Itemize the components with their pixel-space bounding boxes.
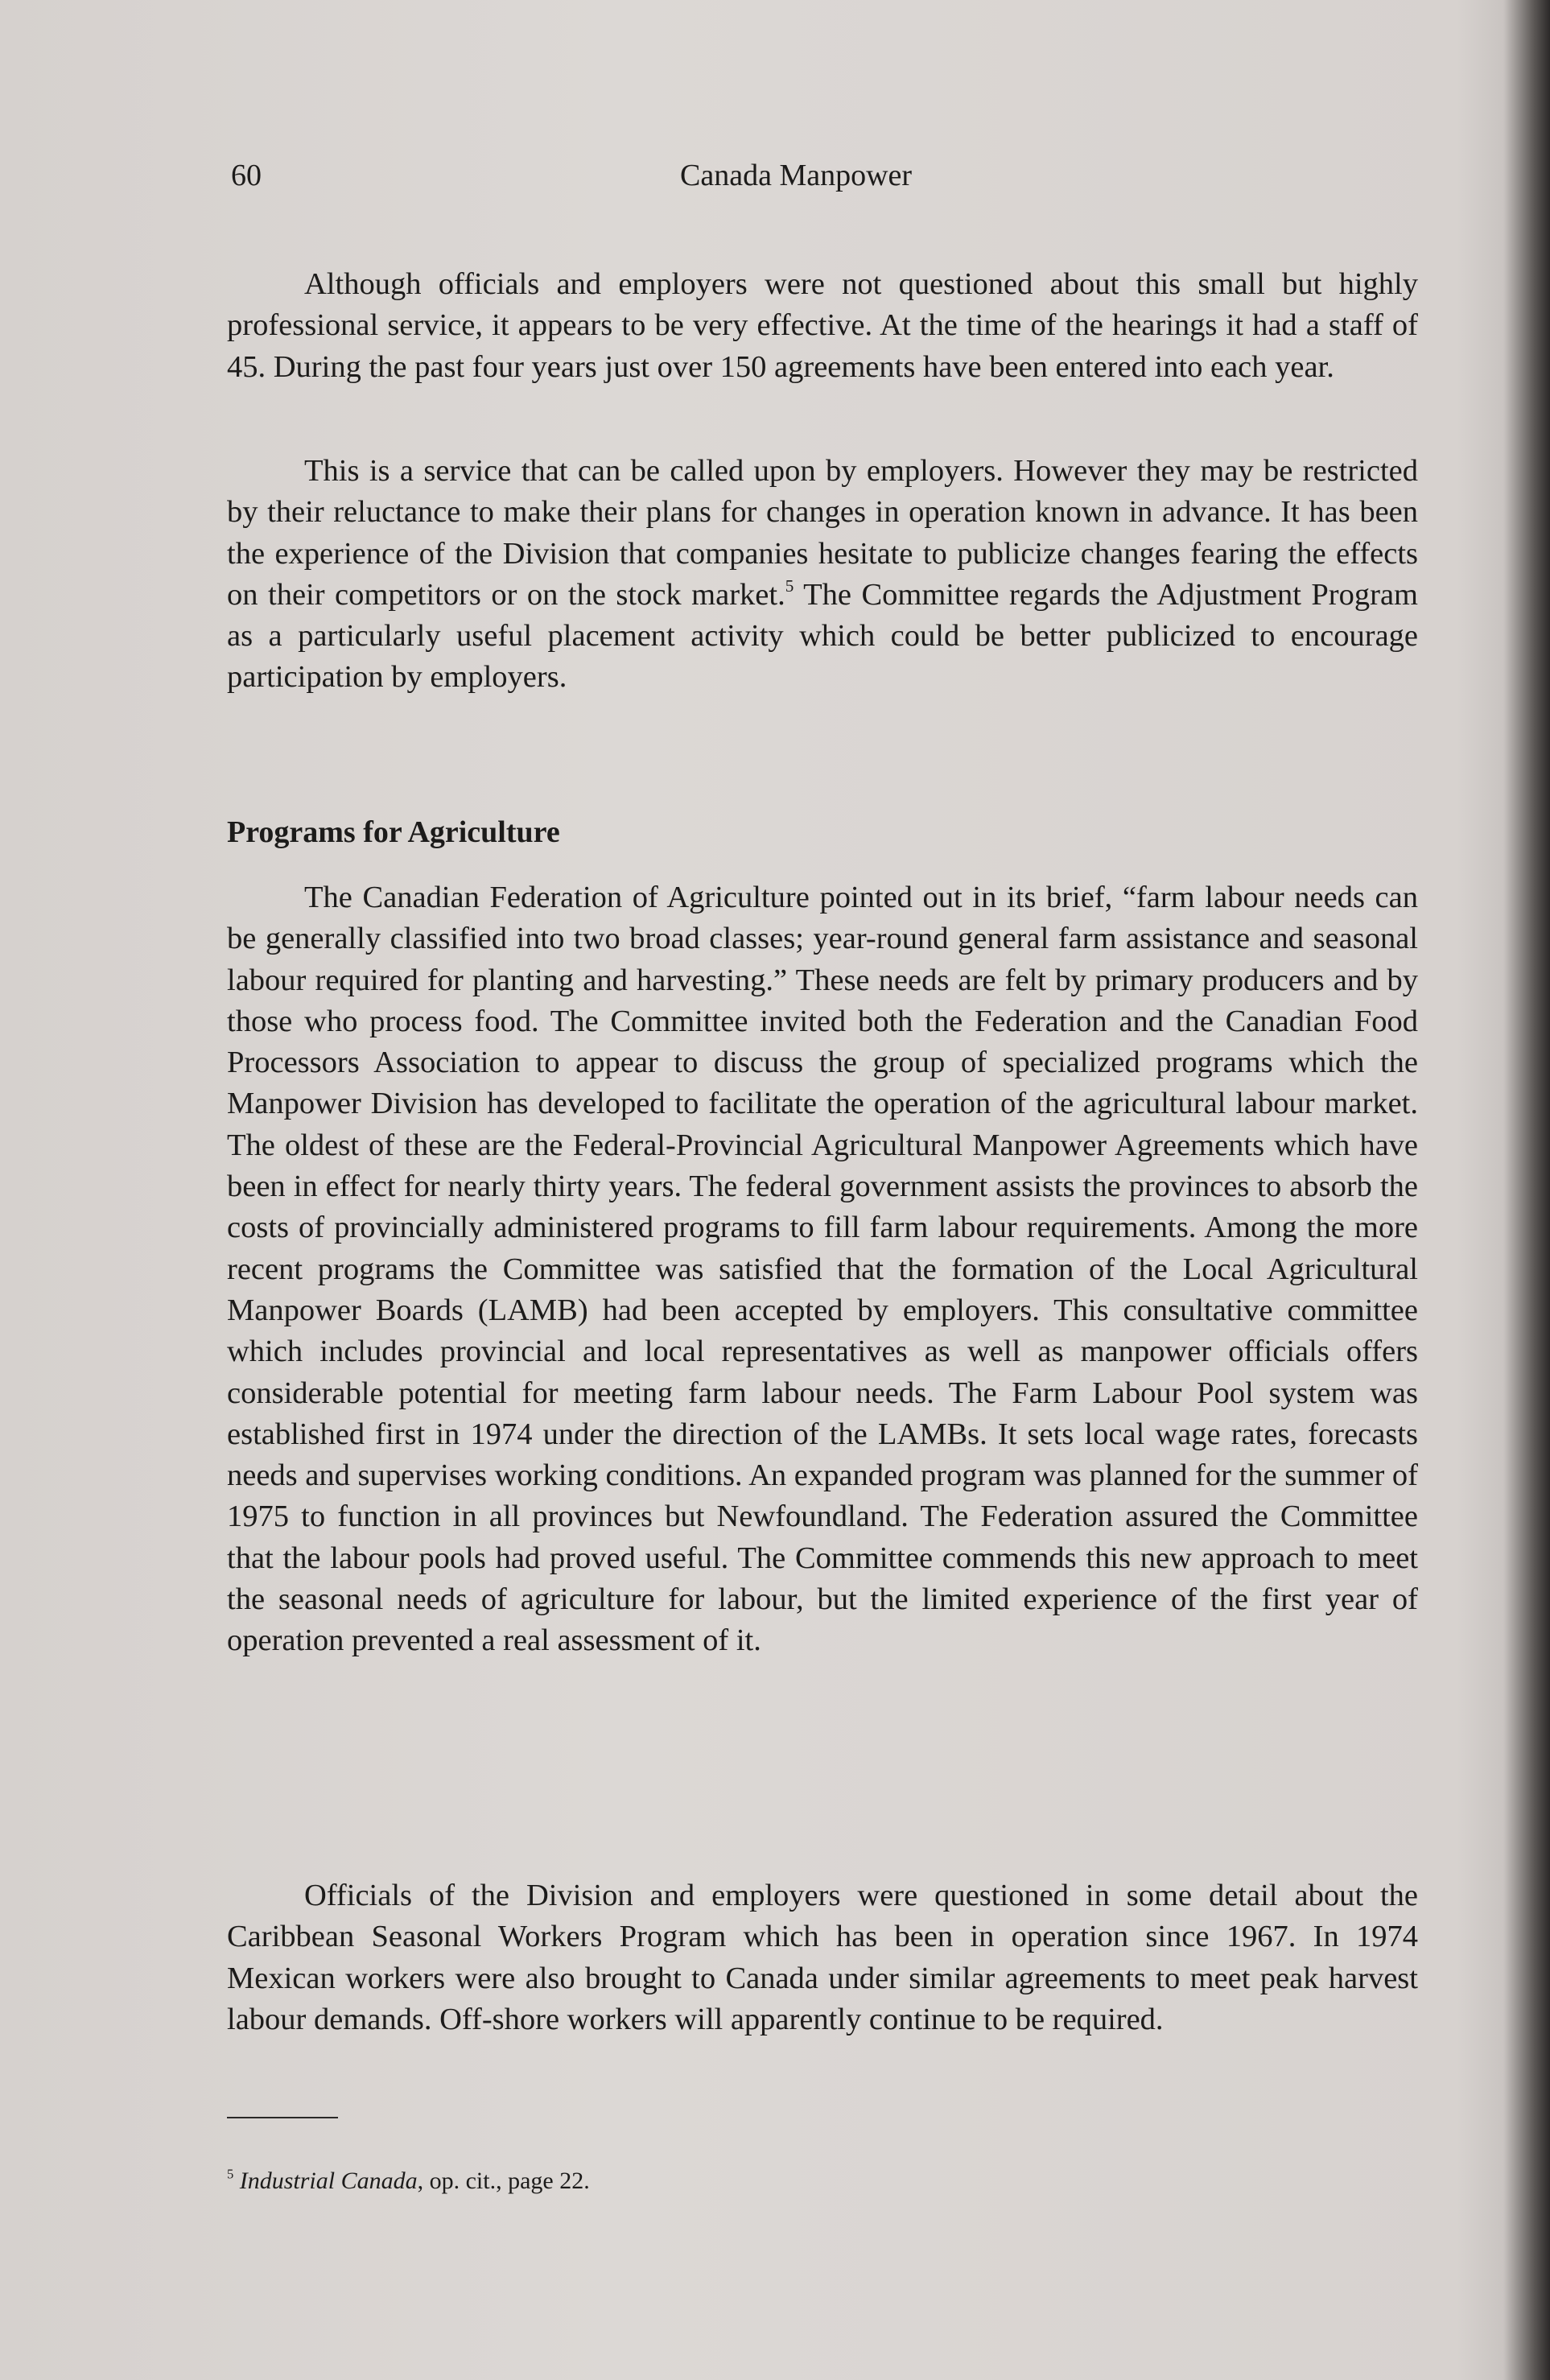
paragraph-4: Officials of the Division and employers were questioned in some detail about the Caribbean Seasonal Workers Program which has been in operation since 1967. In 1974 Mexican workers were also brought to Canada under similar agreements to meet peak harvest labour demands. Off-shore workers will apparently continue to be required.: [227, 1879, 1418, 2036]
footnote-source-title: Industrial Canada: [239, 2168, 418, 2194]
footnote: [227, 2165, 590, 2197]
paragraph-2: [227, 451, 1418, 699]
paragraph-3: The Canadian Federation of Agriculture pointed out in its brief, “farm labour needs can be generally classified into two broad classes; year-round general farm assistance and seasonal labour required for planting and harvesting.” These needs are felt by primary producers and by those who process food. The Committee invited both the Federation and the Canadian Food Processors Association to appear to discuss the group of specialized programs which the Manpower Division has developed to facilitate the operation of the agricultural labour market. The oldest of these are the Federal-Provincial Agricultural Manpower Agreements which have been in effect for nearly thirty years. The federal government assists the provinces to absorb the costs of provincially administered programs to fill farm labour requirements. Among the more recent programs the Committee was satisfied that the formation of the Local Agricultural Manpower Boards (LAMB) had been accepted by employers. This consultative committee which includes provincial and local representatives as well as manpower officials offers considerable potential for meeting farm labour needs. The Farm Labour Pool system was established first in 1974 under the direction of the LAMBs. It sets local wage rates, forecasts needs and supervises working conditions. An expanded program was planned for the summer of 1975 to function in all provinces but Newfoundland. The Federation assured the Committee that the labour pools had proved useful. The Committee commends this new approach to meet the seasonal needs of agriculture for labour, but the limited experience of the first year of operation prevented a real assessment of it.: [227, 881, 1418, 1658]
running-title: Canada Manpower: [680, 159, 913, 192]
footnote-divider: [227, 2117, 338, 2118]
section-heading: Programs for Agriculture: [227, 815, 560, 849]
footnote-marker: 5: [227, 2166, 234, 2182]
paragraph-block-4: [227, 1875, 1418, 2040]
page-number: 60: [231, 159, 262, 192]
footnote-source-rest: , op. cit., page 22.: [417, 2168, 590, 2194]
paragraph-block-2: [227, 451, 1418, 699]
running-head: [231, 158, 1422, 200]
paragraph-block-1: [227, 264, 1418, 388]
paragraph-1: Although officials and employers were not questioned about this small but highly professional service, it appears to be very effective. At the time of the hearings it had a staff of 45. During the past four years just over 150 agreements have been entered into each year.: [227, 267, 1418, 384]
paragraph-2-text-a: This is a service that can be called upon by employers. However they may be restricted by their reluctance to make their plans for changes in operation known in advance. It has been the experience of the Division that companies hesitate to publicize changes fearing the effects on their competitors or on the stock market.: [227, 454, 1418, 612]
footnote-reference: 5: [785, 576, 794, 596]
paragraph-2-text-b: The Committee regards the Adjustment Program as a particularly useful placement activity which could be better publicized to encourage participation by employers.: [227, 577, 1418, 695]
paragraph-block-3: [227, 877, 1418, 1662]
